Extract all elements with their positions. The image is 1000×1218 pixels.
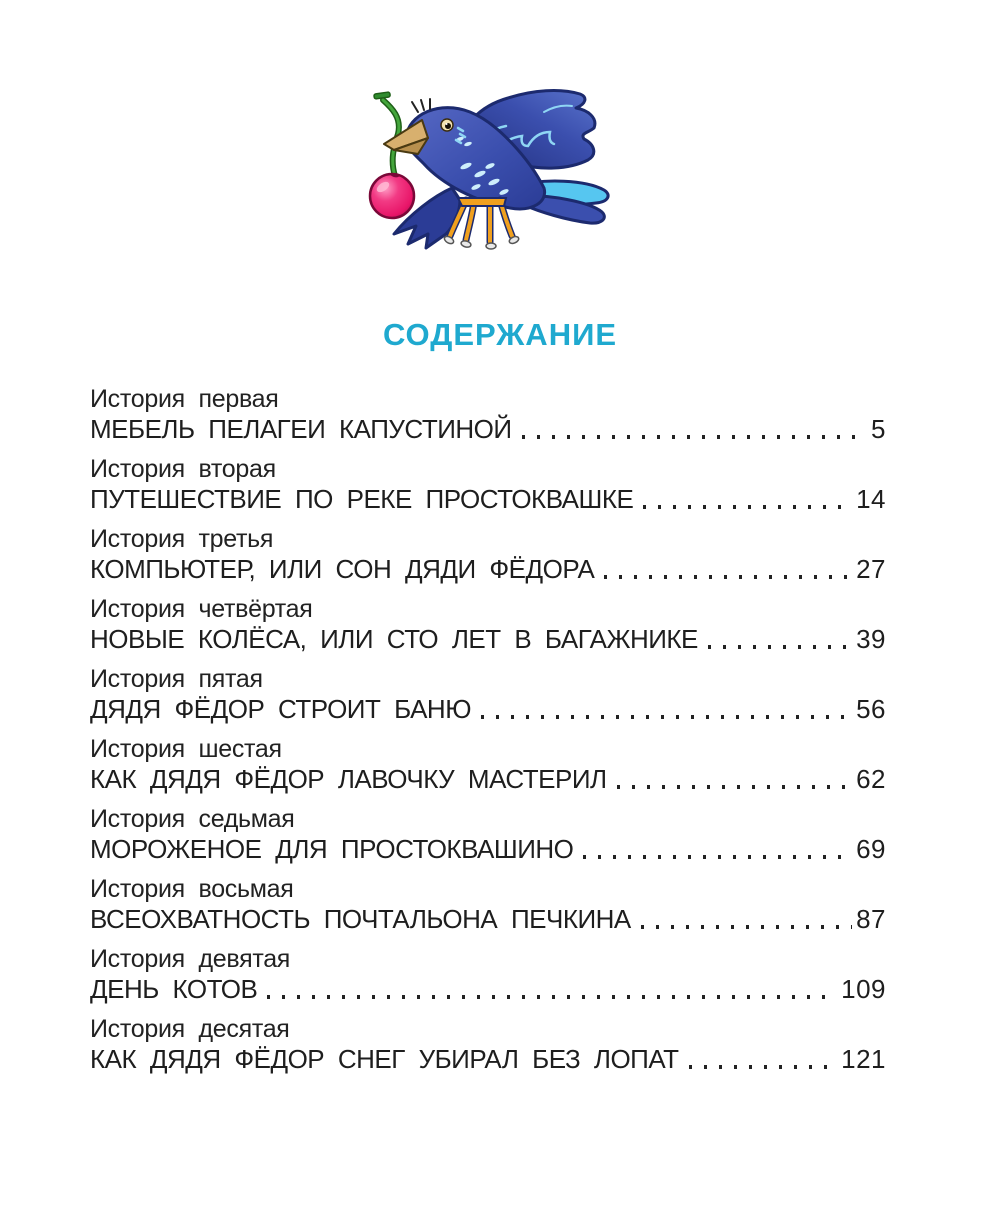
toc-entry-page-number: 121 <box>841 1044 886 1074</box>
toc-entry-page-number: 39 <box>856 624 886 654</box>
toc-entry-row <box>90 904 886 934</box>
bluebird-cherry-illustration <box>348 84 633 266</box>
toc-entry-title: ДЕНЬ КОТОВ <box>90 974 258 1004</box>
toc-entry-title: ДЯДЯ ФЁДОР СТРОИТ БАНЮ <box>90 694 471 724</box>
toc-entry-row <box>90 974 886 1004</box>
dot-leader <box>604 575 852 579</box>
toc-entry-page-number: 5 <box>871 414 886 444</box>
toc-entry-title: КАК ДЯДЯ ФЁДОР СНЕГ УБИРАЛ БЕЗ ЛОПАТ <box>90 1044 679 1074</box>
toc-entry <box>90 454 886 514</box>
toc-entry-page-number: 27 <box>856 554 886 584</box>
toc-entry <box>90 664 886 724</box>
dot-leader <box>522 435 867 439</box>
toc-entry-subtitle: История четвёртая <box>90 595 313 623</box>
dot-leader <box>267 995 837 999</box>
toc-entry-row <box>90 414 886 444</box>
toc-entry <box>90 874 886 934</box>
toc-entry-row <box>90 484 886 514</box>
toc-entry <box>90 594 886 654</box>
dot-leader <box>689 1065 838 1069</box>
toc-entry-title: ПУТЕШЕСТВИЕ ПО РЕКЕ ПРОСТОКВАШКЕ <box>90 484 634 514</box>
cherry-stem <box>374 92 399 176</box>
toc-entry-title: МЕБЕЛЬ ПЕЛАГЕИ КАПУСТИНОЙ <box>90 414 512 444</box>
bluebird-cherry-svg <box>348 84 633 266</box>
table-of-contents <box>90 384 886 1084</box>
toc-entry <box>90 944 886 1004</box>
dot-leader <box>617 785 853 789</box>
toc-entry-subtitle: История первая <box>90 385 279 413</box>
toc-entry-page-number: 62 <box>856 764 886 794</box>
toc-entry-title: КОМПЬЮТЕР, ИЛИ СОН ДЯДИ ФЁДОРА <box>90 554 595 584</box>
toc-entry-subtitle: История вторая <box>90 455 276 483</box>
toc-entry-title: КАК ДЯДЯ ФЁДОР ЛАВОЧКУ МАСТЕРИЛ <box>90 764 607 794</box>
toc-entry-page-number: 14 <box>856 484 886 514</box>
cherry <box>370 174 414 218</box>
toc-entry-subtitle: История шестая <box>90 735 282 763</box>
dot-leader <box>641 925 852 929</box>
dot-leader <box>708 645 852 649</box>
toc-entry-subtitle: История третья <box>90 525 274 553</box>
bird-eye <box>441 119 453 131</box>
toc-entry-page-number: 56 <box>856 694 886 724</box>
bird-beak <box>384 120 428 154</box>
toc-entry-row <box>90 1044 886 1074</box>
toc-entry <box>90 804 886 864</box>
toc-entry-subtitle: История седьмая <box>90 805 295 833</box>
toc-entry-title: ВСЕОХВАТНОСТЬ ПОЧТАЛЬОНА ПЕЧКИНА <box>90 904 631 934</box>
toc-entry-row <box>90 554 886 584</box>
toc-entry <box>90 384 886 444</box>
toc-entry-page-number: 109 <box>841 974 886 1004</box>
toc-entry-title: МОРОЖЕНОЕ ДЛЯ ПРОСТОКВАШИНО <box>90 834 574 864</box>
toc-entry-subtitle: История пятая <box>90 665 263 693</box>
toc-entry-row <box>90 834 886 864</box>
toc-entry <box>90 524 886 584</box>
toc-entry <box>90 734 886 794</box>
dot-leader <box>643 505 852 509</box>
toc-entry-row <box>90 694 886 724</box>
toc-entry-page-number: 69 <box>856 834 886 864</box>
toc-entry <box>90 1014 886 1074</box>
dot-leader <box>583 855 852 859</box>
toc-entry-row <box>90 624 886 654</box>
toc-entry-subtitle: История восьмая <box>90 875 294 903</box>
toc-entry-row <box>90 764 886 794</box>
page-title: СОДЕРЖАНИЕ <box>382 317 618 352</box>
toc-entry-page-number: 87 <box>856 904 886 934</box>
toc-entry-subtitle: История девятая <box>90 945 291 973</box>
dot-leader <box>481 715 852 719</box>
toc-entry-title: НОВЫЕ КОЛЁСА, ИЛИ СТО ЛЕТ В БАГАЖНИКЕ <box>90 624 698 654</box>
toc-entry-subtitle: История десятая <box>90 1015 290 1043</box>
